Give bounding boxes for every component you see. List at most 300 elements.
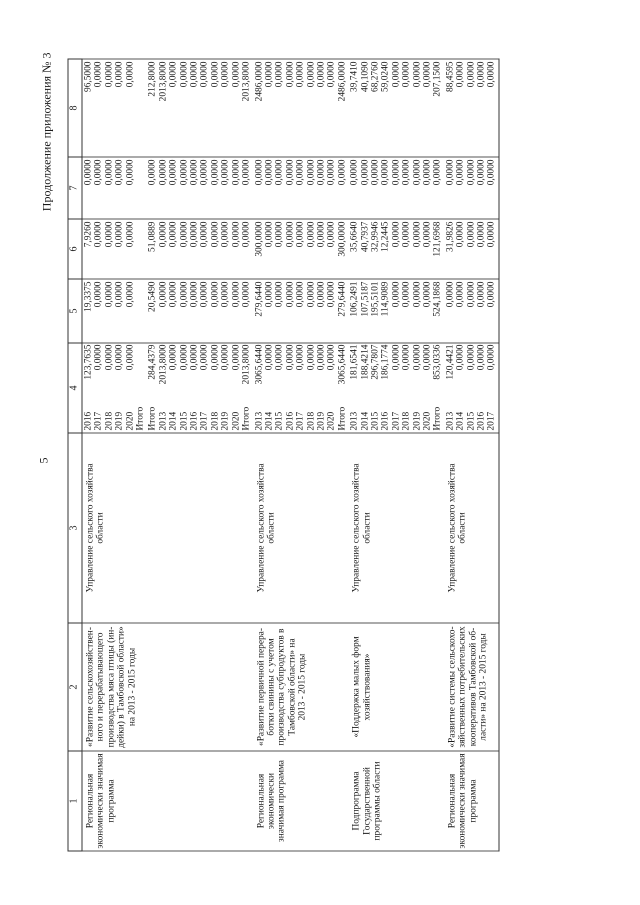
cell-line: 31,9826 (444, 221, 455, 252)
col-header-4: 4 (68, 343, 82, 433)
cell-line: «Развитие системы сельскохо- (446, 626, 457, 748)
cell-line: 0,0000 (168, 61, 179, 88)
program-type-cell (82, 751, 147, 851)
cell-line: 2018 (305, 411, 316, 431)
cell-line: 284,4379 (147, 344, 158, 380)
program-name-cell (82, 623, 147, 751)
cell-line: 0,0000 (274, 159, 285, 186)
cell-line: 0,0000 (199, 159, 210, 186)
table-row (82, 59, 147, 851)
cell-line: 0,0000 (455, 221, 466, 248)
cell-line: 0,0000 (486, 344, 497, 371)
cell-line: 59,0240 (380, 61, 391, 92)
cell-line: 0,0000 (209, 344, 220, 371)
cell-line: «Развитие первичной перера- (255, 628, 266, 746)
cell-line: 0,0000 (369, 159, 380, 186)
cell-line: 40,7937 (359, 221, 370, 252)
cell-line: 0,0000 (230, 61, 241, 88)
cell-line: 0,0000 (220, 221, 231, 248)
cell-line: 0,0000 (295, 344, 306, 371)
cell-line: 2013 (253, 411, 264, 431)
cell-line: 68,2760 (369, 61, 380, 92)
cell-line: 181,6541 (349, 344, 360, 380)
cell-line: 0,0000 (168, 159, 179, 186)
col-header-8: 8 (68, 59, 82, 157)
cell-line: 853,0336 (432, 344, 443, 380)
cell-line: «Поддержка малых форм (351, 636, 362, 738)
cell-line: 2013,8000 (241, 344, 252, 385)
cell-line: 0,0000 (326, 159, 337, 186)
cell-line: 107,5187 (359, 281, 370, 317)
cell-line: 2014 (359, 411, 370, 431)
funding-col7-cell (444, 157, 499, 219)
cell-line: 0,0000 (411, 61, 422, 88)
executor-cell (253, 433, 349, 623)
program-name-cell (253, 623, 349, 751)
cell-line: 0,0000 (295, 159, 306, 186)
cell-line: ботки свинины с учетом (265, 638, 276, 736)
funding-col6-cell (82, 219, 147, 279)
cell-line: 0,0000 (199, 221, 210, 248)
total-funding-cell (82, 343, 147, 405)
cell-line: 0,0000 (93, 281, 104, 308)
cell-line: 0,0000 (230, 221, 241, 248)
cell-line: Региональная (255, 773, 266, 829)
cell-line: области (457, 512, 468, 544)
cell-line: 39,7410 (349, 61, 360, 92)
cell-line: 0,0000 (390, 61, 401, 88)
cell-line: 0,0000 (455, 281, 466, 308)
cell-line: 0,0000 (93, 344, 104, 371)
cell-line: 0,0000 (326, 221, 337, 248)
cell-line: 0,0000 (178, 221, 189, 248)
cell-line: 0,0000 (486, 159, 497, 186)
funding-table (67, 59, 499, 852)
cell-line: 19,3375 (83, 281, 93, 312)
total-funding-cell (253, 343, 349, 405)
cell-line: 0,0000 (349, 159, 360, 186)
cell-line: 0,0000 (168, 221, 179, 248)
cell-line: 0,0000 (93, 221, 104, 248)
cell-line: 0,0000 (124, 221, 135, 248)
cell-line: 12,2445 (380, 221, 391, 252)
cell-line: дейки) в Тамбовской области» (116, 626, 127, 748)
cell-line: 2013 (157, 411, 168, 431)
cell-line: 2016 (476, 411, 487, 431)
cell-line: 0,0000 (209, 159, 220, 186)
cell-line: Итого (336, 406, 347, 431)
cell-line: 0,0000 (157, 159, 168, 186)
cell-line: 2020 (422, 411, 432, 431)
cell-line: 0,0000 (401, 344, 412, 371)
cell-line: 0,0000 (305, 281, 316, 308)
cell-line: 0,0000 (230, 159, 241, 186)
cell-line: 2020 (230, 411, 241, 431)
cell-line: кооперативов Тамбовской об- (467, 627, 478, 747)
cell-line: 0,0000 (209, 221, 220, 248)
cell-line: 3065,6440 (336, 344, 347, 385)
cell-line: 0,0000 (189, 61, 200, 88)
cell-line: экономически (265, 772, 276, 830)
program-name-cell (348, 623, 444, 751)
cell-line: 0,0000 (241, 221, 252, 248)
cell-line: 0,0000 (486, 281, 497, 308)
cell-line: 0,0000 (390, 159, 401, 186)
cell-line: 188,4214 (359, 344, 370, 380)
cell-line: 0,0000 (168, 344, 179, 371)
cell-line: 2018 (209, 411, 220, 431)
cell-line: 2015 (369, 411, 380, 431)
cell-line: 0,0000 (209, 61, 220, 88)
cell-line: 300,0000 (253, 221, 264, 257)
cell-line: 32,9946 (369, 221, 380, 252)
cell-line: 88,4595 (444, 61, 455, 92)
cell-line: 2016 (380, 411, 391, 431)
cell-line: 0,0000 (199, 344, 210, 371)
cell-line: 0,0000 (103, 159, 114, 186)
cell-line: 0,0000 (274, 344, 285, 371)
cell-line: 0,0000 (284, 61, 295, 88)
cell-line: 0,0000 (305, 61, 316, 88)
cell-line: 0,0000 (411, 344, 422, 371)
cell-line: 0,0000 (295, 221, 306, 248)
cell-line: 0,0000 (476, 344, 487, 371)
cell-line: 106,2491 (349, 281, 360, 317)
cell-line: 2019 (411, 411, 422, 431)
funding-col7-cell (82, 157, 147, 219)
cell-line: 0,0000 (199, 61, 210, 88)
cell-line: 0,0000 (422, 159, 432, 186)
funding-col8-cell (146, 59, 252, 157)
cell-line: 0,0000 (83, 159, 93, 186)
program-type-cell (348, 751, 444, 851)
funding-col6-cell (444, 219, 499, 279)
table-row (146, 59, 252, 851)
funding-col6-cell (146, 219, 252, 279)
cell-line: 524,1868 (432, 281, 443, 317)
cell-line: 2015 (274, 411, 285, 431)
cell-line: 300,0000 (336, 221, 347, 257)
cell-line: 2013 (349, 411, 360, 431)
cell-line: 35,6640 (349, 221, 360, 252)
cell-line: 0,0000 (444, 159, 455, 186)
funding-col6-cell (253, 219, 349, 279)
cell-line: 7,9260 (83, 221, 93, 248)
cell-line: 0,0000 (178, 159, 189, 186)
col-header-3: 3 (68, 433, 82, 623)
cell-line: 0,0000 (465, 159, 476, 186)
cell-line: 0,0000 (422, 344, 432, 371)
cell-line: 0,0000 (103, 344, 114, 371)
cell-line: 0,0000 (326, 61, 337, 88)
cell-line: 0,0000 (305, 344, 316, 371)
cell-line: 0,0000 (476, 61, 487, 88)
cell-line: 0,0000 (380, 159, 391, 186)
cell-line: 0,0000 (178, 281, 189, 308)
cell-line: 0,0000 (253, 159, 264, 186)
cell-line: 0,0000 (401, 221, 412, 248)
cell-line: 0,0000 (465, 221, 476, 248)
cell-line: 2015 (178, 411, 189, 431)
cell-line: 51,0889 (147, 221, 158, 252)
cell-line: 0,0000 (476, 281, 487, 308)
cell-line: 0,0000 (263, 159, 274, 186)
cell-line: 0,0000 (168, 281, 179, 308)
cell-line: 0,0000 (315, 281, 326, 308)
cell-line: 0,0000 (274, 281, 285, 308)
cell-line: 0,0000 (476, 221, 487, 248)
cell-line: 0,0000 (124, 159, 135, 186)
cell-line: 207,1500 (432, 61, 443, 97)
funding-col5-cell (82, 279, 147, 343)
cell-line: 2017 (486, 411, 497, 431)
cell-line: 0,0000 (455, 61, 466, 88)
year-cell (146, 405, 252, 433)
cell-line: зяйственных потребительских (457, 626, 468, 748)
cell-line: 3065,6440 (253, 344, 264, 385)
cell-line: 0,0000 (486, 221, 497, 248)
cell-line: 0,0000 (422, 281, 432, 308)
cell-line: значимая программа (276, 760, 287, 842)
funding-col8-cell (82, 59, 147, 157)
cell-line: Итого (432, 406, 443, 431)
cell-line: 0,0000 (114, 221, 125, 248)
cell-line: 2013,8000 (157, 61, 168, 102)
cell-line: 0,0000 (359, 159, 370, 186)
cell-line: 0,0000 (178, 344, 189, 371)
cell-line: 2013,8000 (157, 344, 168, 385)
cell-line: Тамбовской области» на (286, 638, 297, 736)
cell-line: 186,1774 (380, 344, 391, 380)
cell-line: 0,0000 (315, 159, 326, 186)
cell-line: 279,6440 (253, 281, 264, 317)
cell-line: ласти» на 2013 - 2015 годы (478, 633, 489, 741)
cell-line: программа (105, 779, 116, 823)
table-row (348, 59, 444, 851)
col-header-6: 6 (68, 219, 82, 279)
cell-line: 0,0000 (189, 221, 200, 248)
cell-line: 0,0000 (390, 281, 401, 308)
cell-line: 0,0000 (147, 159, 158, 186)
cell-line: 0,0000 (284, 221, 295, 248)
funding-col7-cell (146, 157, 252, 219)
cell-line: 2014 (263, 411, 274, 431)
cell-line: 0,0000 (390, 221, 401, 248)
executor-cell (146, 433, 252, 623)
column-number-row (68, 59, 82, 851)
cell-line: 0,0000 (295, 61, 306, 88)
cell-line: 279,6440 (336, 281, 347, 317)
cell-line: 2015 (465, 411, 476, 431)
program-name-cell (146, 623, 252, 751)
cell-line: 0,0000 (305, 221, 316, 248)
cell-line: 0,0000 (336, 159, 347, 186)
program-type-cell (444, 751, 499, 851)
cell-line: 0,0000 (199, 281, 210, 308)
cell-line: 123,7635 (83, 344, 93, 380)
cell-line: 0,0000 (284, 281, 295, 308)
cell-line: «Развитие сельскохозяйствен- (85, 627, 95, 747)
cell-line: 0,0000 (422, 221, 432, 248)
cell-line: 0,0000 (295, 281, 306, 308)
cell-line: 0,0000 (189, 159, 200, 186)
year-cell (82, 405, 147, 433)
appendix-heading: Продолжение приложения № 3 (39, 52, 53, 212)
cell-line: 2014 (455, 411, 466, 431)
cell-line: Региональная (85, 773, 95, 829)
col-header-5: 5 (68, 279, 82, 343)
cell-line: 2017 (93, 411, 104, 431)
cell-line: 0,0000 (455, 159, 466, 186)
cell-line: 0,0000 (114, 61, 125, 88)
cell-line: 0,0000 (124, 281, 135, 308)
cell-line: программы области (371, 761, 382, 841)
cell-line: 2016 (284, 411, 295, 431)
cell-line: 2020 (124, 411, 135, 431)
cell-line: Итого (147, 406, 158, 431)
cell-line: 0,0000 (390, 344, 401, 371)
cell-line: 0,0000 (157, 281, 168, 308)
cell-line: 0,0000 (124, 61, 135, 88)
cell-line: 0,0000 (422, 61, 432, 88)
funding-col8-cell (348, 59, 444, 157)
cell-line: 0,0000 (465, 61, 476, 88)
cell-line: 0,0000 (114, 159, 125, 186)
cell-line: 0,0000 (209, 281, 220, 308)
cell-line: Государственной (361, 767, 372, 835)
cell-line: 0,0000 (93, 61, 104, 88)
cell-line: 2016 (189, 411, 200, 431)
cell-line: области (95, 512, 106, 544)
cell-line: 0,0000 (401, 281, 412, 308)
cell-line: 2018 (401, 411, 412, 431)
cell-line: 120,4421 (444, 344, 455, 380)
cell-line: производства субпродуктов в (276, 628, 287, 746)
cell-line: Управление сельского хозяйства (351, 463, 362, 593)
cell-line: производства мяса птицы (ин- (105, 626, 116, 748)
cell-line: 0,0000 (284, 344, 295, 371)
cell-line: 2018 (103, 411, 114, 431)
funding-col7-cell (253, 157, 349, 219)
total-funding-cell (146, 343, 252, 405)
cell-line: 212,8000 (147, 61, 158, 97)
cell-line: 121,6968 (432, 221, 443, 257)
executor-cell (82, 433, 147, 623)
col-header-1: 1 (68, 751, 82, 851)
cell-line: 0,0000 (432, 159, 443, 186)
cell-line: 0,0000 (220, 344, 231, 371)
cell-line: 2019 (220, 411, 231, 431)
cell-line: 2016 (83, 411, 93, 431)
cell-line: Итого (135, 406, 146, 431)
cell-line: области (361, 512, 372, 544)
cell-line: 0,0000 (476, 159, 487, 186)
cell-line: 2017 (390, 411, 401, 431)
program-type-cell (253, 751, 349, 851)
cell-line: 0,0000 (465, 344, 476, 371)
cell-line: Региональная (446, 773, 457, 829)
cell-line: 2019 (114, 411, 125, 431)
cell-line: 0,0000 (274, 61, 285, 88)
table-row (253, 59, 349, 851)
program-name-cell (444, 623, 499, 751)
executor-cell (444, 433, 499, 623)
cell-line: программа (467, 779, 478, 823)
funding-col5-cell (253, 279, 349, 343)
table-body (82, 59, 499, 851)
cell-line: 0,0000 (157, 221, 168, 248)
cell-line: 0,0000 (401, 159, 412, 186)
cell-line: 0,0000 (178, 61, 189, 88)
col-header-7: 7 (68, 157, 82, 219)
cell-line: 0,0000 (230, 281, 241, 308)
cell-line: 0,0000 (189, 281, 200, 308)
cell-line: 2013,8000 (241, 61, 252, 102)
cell-line: хозяйствования» (361, 653, 372, 721)
cell-line: 0,0000 (263, 344, 274, 371)
total-funding-cell (348, 343, 444, 405)
funding-col5-cell (146, 279, 252, 343)
cell-line: 0,0000 (444, 281, 455, 308)
cell-line: 2014 (168, 411, 179, 431)
cell-line: 0,0000 (465, 281, 476, 308)
total-funding-cell (444, 343, 499, 405)
cell-line: 2486,0000 (336, 61, 347, 102)
year-cell (253, 405, 349, 433)
table-row (444, 59, 499, 851)
cell-line: на 2013 - 2015 годы (126, 647, 137, 727)
cell-line: 0,0000 (114, 281, 125, 308)
col-header-2: 2 (68, 623, 82, 751)
cell-line: 0,0000 (315, 221, 326, 248)
cell-line: экономически значимая (95, 753, 106, 849)
cell-line: 0,0000 (326, 344, 337, 371)
cell-line: 296,7807 (369, 344, 380, 380)
funding-col8-cell (444, 59, 499, 157)
funding-col6-cell (348, 219, 444, 279)
cell-line: 96,5000 (83, 61, 93, 92)
cell-line: 0,0000 (315, 61, 326, 88)
program-type-cell (146, 751, 252, 851)
cell-line: 2013 (444, 411, 455, 431)
cell-line: 0,0000 (263, 281, 274, 308)
cell-line: 0,0000 (241, 281, 252, 308)
cell-line: 0,0000 (411, 221, 422, 248)
funding-col5-cell (444, 279, 499, 343)
cell-line: 0,0000 (263, 61, 274, 88)
cell-line: 0,0000 (455, 344, 466, 371)
cell-line: 2017 (295, 411, 306, 431)
year-cell (348, 405, 444, 433)
cell-line: 0,0000 (230, 344, 241, 371)
cell-line: 2486,0000 (253, 61, 264, 102)
cell-line: 2013 - 2015 годы (297, 653, 308, 721)
rotated-page (33, 49, 607, 856)
cell-line: 0,0000 (124, 344, 135, 371)
cell-line: 0,0000 (401, 61, 412, 88)
cell-line: 195,5101 (369, 281, 380, 317)
cell-line: 0,0000 (315, 344, 326, 371)
cell-line: 0,0000 (274, 221, 285, 248)
cell-line: 0,0000 (103, 221, 114, 248)
executor-cell (348, 433, 444, 623)
cell-line: 0,0000 (411, 281, 422, 308)
cell-line: 0,0000 (220, 281, 231, 308)
funding-col5-cell (348, 279, 444, 343)
cell-line: 0,0000 (305, 159, 316, 186)
funding-col7-cell (348, 157, 444, 219)
cell-line: области (265, 512, 276, 544)
